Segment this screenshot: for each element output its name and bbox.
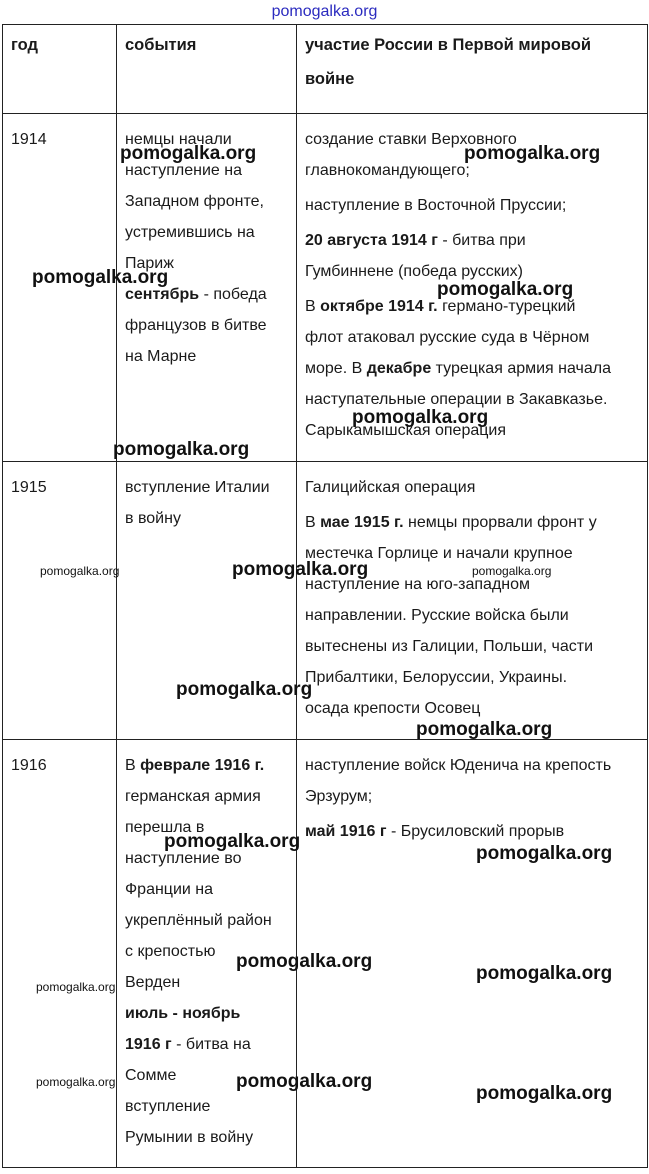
events-line: немцы начали xyxy=(125,131,232,148)
watermark: pomogalka.org xyxy=(176,679,313,700)
russia-line: флот атаковал русские суда в Чёрном xyxy=(305,329,590,346)
watermark: pomogalka.org xyxy=(476,1083,613,1104)
events-line: вступление Италии xyxy=(125,479,270,496)
events-line: перешла в xyxy=(125,819,205,836)
events-line: Париж xyxy=(125,255,174,272)
events-line: укреплённый район xyxy=(125,912,272,929)
date-bold: 1916 г xyxy=(125,1036,172,1053)
russia-text: В xyxy=(305,514,321,531)
date-bold: май 1916 г xyxy=(305,823,387,840)
header-year: год xyxy=(3,25,117,114)
events-line: Румынии в войну xyxy=(125,1129,254,1146)
russia-line: наступательные операции в Закавказье. xyxy=(305,391,608,408)
russia-line: Сарыкамышская операция xyxy=(305,422,506,439)
date-bold: декабре xyxy=(366,360,432,377)
russia-line: Галицийская операция xyxy=(305,479,476,496)
watermark: pomogalka.org xyxy=(236,1071,373,1092)
events-line xyxy=(125,1029,288,1060)
russia-text: море. В xyxy=(305,360,367,377)
watermark: pomogalka.org xyxy=(437,279,574,300)
russia-text: - битва при xyxy=(437,232,526,249)
events-line: вступление xyxy=(125,1098,211,1115)
events-text: - победа xyxy=(199,286,267,303)
russia-text: немцы прорвали фронт у xyxy=(403,514,597,531)
watermark: pomogalka.org xyxy=(113,439,250,460)
year-cell: 1914 xyxy=(3,114,117,462)
events-line: на Марне xyxy=(125,348,197,365)
site-header-link[interactable]: pomogalka.org xyxy=(271,3,378,20)
events-line: устремившись на xyxy=(125,224,255,241)
table-row xyxy=(3,462,648,740)
russia-line: направлении. Русские войска были xyxy=(305,607,569,624)
events-line: Сомме xyxy=(125,1067,177,1084)
watermark: pomogalka.org xyxy=(232,559,369,580)
russia-text: - Брусиловский прорыв xyxy=(386,823,565,840)
watermark: pomogalka.org xyxy=(120,143,257,164)
events-text: - битва на xyxy=(171,1036,251,1053)
russia-line xyxy=(305,225,639,256)
russia-text: В xyxy=(305,298,321,315)
events-line: в войну xyxy=(125,510,181,527)
russia-line: создание ставки Верховного xyxy=(305,131,517,148)
table-header-row xyxy=(3,25,648,114)
events-line: французов в битве xyxy=(125,317,267,334)
events-text: В xyxy=(125,757,141,774)
russia-line: вытеснены из Галиции, Польши, части xyxy=(305,638,594,655)
date-bold: феврале 1916 г. xyxy=(140,757,265,774)
watermark: pomogalka.org xyxy=(36,980,116,994)
watermark: pomogalka.org xyxy=(416,719,553,740)
year-cell: 1915 xyxy=(3,462,117,740)
russia-text: германо-турецкий xyxy=(437,298,576,315)
events-line: Западном фронте, xyxy=(125,193,264,210)
events-line: Верден xyxy=(125,974,181,991)
date-bold: июль - ноябрь xyxy=(125,1005,241,1022)
events-line: с крепостью xyxy=(125,943,216,960)
events-line xyxy=(125,750,288,781)
header-russia: участие России в Первой мировой войне xyxy=(297,25,648,114)
events-line xyxy=(125,998,288,1029)
watermark: pomogalka.org xyxy=(476,843,613,864)
russia-line: наступление войск Юденича на крепость xyxy=(305,757,612,774)
date-bold: октябре 1914 г. xyxy=(320,298,438,315)
date-bold: 20 августа 1914 г xyxy=(305,232,438,249)
watermark: pomogalka.org xyxy=(164,831,301,852)
russia-line: наступление на юго-западном xyxy=(305,576,531,593)
russia-line xyxy=(305,353,639,384)
date-bold: сентябрь xyxy=(125,286,200,303)
header-events: события xyxy=(117,25,297,114)
events-line: Франции на xyxy=(125,881,214,898)
russia-line xyxy=(305,507,639,538)
watermark: pomogalka.org xyxy=(464,143,601,164)
russia-cell xyxy=(297,462,648,740)
russia-line: наступление в Восточной Пруссии; xyxy=(305,197,567,214)
watermark: pomogalka.org xyxy=(352,407,489,428)
events-line: наступление на xyxy=(125,162,242,179)
events-line: германская армия xyxy=(125,788,261,805)
watermark: pomogalka.org xyxy=(476,963,613,984)
russia-line: Прибалтики, Белоруссии, Украины. xyxy=(305,669,568,686)
russia-line: главнокомандующего; xyxy=(305,162,470,179)
watermark: pomogalka.org xyxy=(472,564,552,578)
russia-text: турецкая армия начала xyxy=(431,360,612,377)
events-line: наступление во xyxy=(125,850,242,867)
watermark: pomogalka.org xyxy=(236,951,373,972)
russia-line: местечка Горлице и начали крупное xyxy=(305,545,573,562)
watermark: pomogalka.org xyxy=(32,267,169,288)
russia-line: осада крепости Осовец xyxy=(305,700,481,717)
year-cell: 1916 xyxy=(3,740,117,1168)
history-table xyxy=(2,24,648,1168)
russia-line: Эрзурум; xyxy=(305,788,373,805)
watermark: pomogalka.org xyxy=(36,1075,116,1089)
russia-line: Гумбиннене (победа русских) xyxy=(305,263,523,280)
watermark: pomogalka.org xyxy=(40,564,120,578)
date-bold: мае 1915 г. xyxy=(320,514,404,531)
